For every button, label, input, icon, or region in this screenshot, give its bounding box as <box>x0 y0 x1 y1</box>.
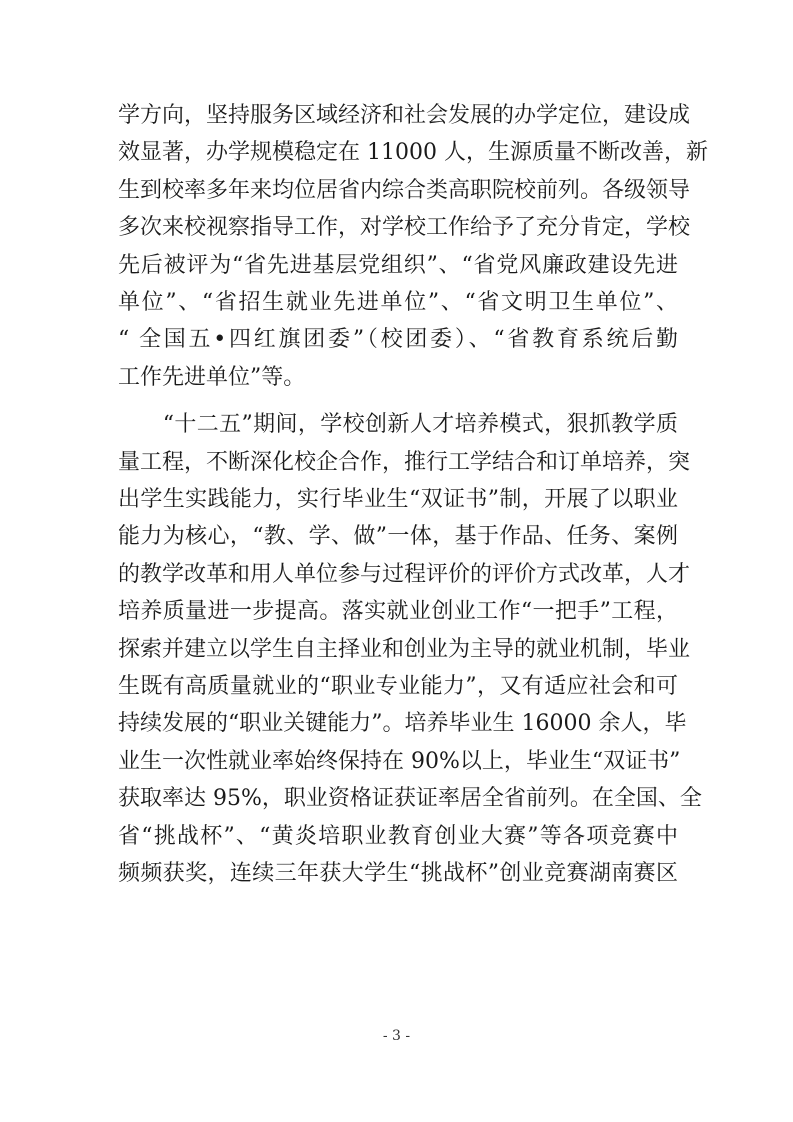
paragraph-line: 生既有高质量就业的“职业专业能力”，又有适应社会和可 <box>118 674 678 699</box>
paragraph-line: 生到校率多年来均位居省内综合类高职院校前列。各级领导 <box>118 178 691 203</box>
paragraph-line: 省“挑战杯”、“黄炎培职业教育创业大赛”等各项竞赛中 <box>118 824 678 849</box>
paragraph-line: “ 全国五•四红旗团委”（校团委）、“省教育系统后勤 <box>118 327 678 352</box>
paragraph-line: 频频获奖，连续三年获大学生“挑战杯”创业竞赛湖南赛区 <box>118 861 678 886</box>
paragraph-line: 先后被评为“省先进基层党组织”、“省党风廉政建设先进 <box>118 253 678 278</box>
paragraph-line: 培养质量进一步提高。落实就业创业工作“一把手”工程， <box>118 599 678 624</box>
paragraph-line: 的教学改革和用人单位参与过程评价的评价方式改革，人才 <box>118 562 691 587</box>
paragraph-line: 效显著，办学规模稳定在 11000 人，生源质量不断改善，新 <box>118 140 708 165</box>
paragraph-line: 工作先进单位”等。 <box>118 365 306 390</box>
paragraph-line: 单位”、“省招生就业先进单位”、“省文明卫生单位”、 <box>118 290 678 315</box>
paragraph-line: 探索并建立以学生自主择业和创业为主导的就业机制，毕业 <box>118 637 691 662</box>
paragraph-line: “十二五”期间，学校创新人才培养模式，狠抓教学质 <box>118 412 678 437</box>
paragraph-line: 持续发展的“职业关键能力”。培养毕业生 16000 余人，毕 <box>118 711 687 736</box>
paragraph-line: 量工程，不断深化校企合作，推行工学结合和订单培养，突 <box>118 450 691 475</box>
paragraph-line: 获取率达 95%，职业资格证获证率居全省前列。在全国、全 <box>118 786 702 811</box>
paragraph-line: 出学生实践能力，实行毕业生“双证书”制，开展了以职业 <box>118 487 678 512</box>
paragraph-line: 多次来校视察指导工作，对学校工作给予了充分肯定，学校 <box>118 215 691 240</box>
paragraph-line: 学方向，坚持服务区域经济和社会发展的办学定位，建设成 <box>118 103 691 128</box>
page-number: - 3 - <box>382 1028 411 1044</box>
paragraph-line: 能力为核心，“教、学、做”一体，基于作品、任务、案例 <box>118 524 678 549</box>
paragraph-line: 业生一次性就业率始终保持在 90%以上，毕业生“双证书” <box>118 749 681 774</box>
